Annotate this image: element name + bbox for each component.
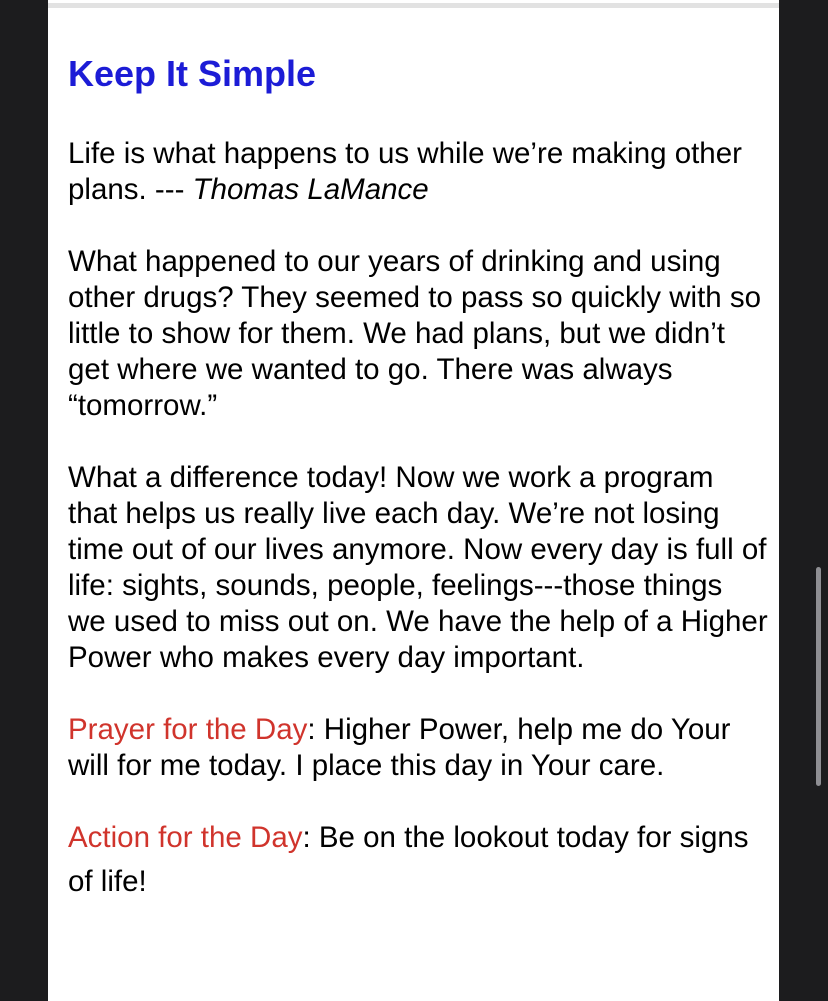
quote-author: Thomas LaMance [192, 173, 429, 206]
quote-text: Life is what happens to us while we’re making other plans [68, 137, 742, 206]
prayer-text: : Higher Power, help me do Your will for me today. I place this day in Your care. [68, 713, 731, 782]
opening-quote [68, 136, 768, 208]
action-text: : Be on the lookout today for signs of life! [68, 821, 749, 898]
prayer-for-the-day [68, 712, 768, 784]
body-paragraph-1: What happened to our years of drinking and using other drugs? They seemed to pass so quickly with so little to show for them. We had plans, but we didn’t get where we wanted to go. There was always “tomorrow.” [68, 245, 762, 422]
article-page [48, 0, 779, 1001]
quote-separator: . --- [138, 173, 193, 206]
top-divider [48, 3, 779, 8]
body-paragraph-2: What a difference today! Now we work a program that helps us really live each day. We’re not losing time out of our lives anymore. Now every day is full of life: sights, sounds, people, feelings---those things we used to miss out on. We have the help of a Higher Power who makes every day important. [68, 461, 768, 674]
action-for-the-day [68, 816, 768, 904]
prayer-label: Prayer for the Day [68, 713, 308, 746]
vertical-scrollbar[interactable] [816, 567, 821, 786]
action-label: Action for the Day [68, 821, 303, 854]
article-title: Keep It Simple [68, 53, 317, 94]
article-content [68, 50, 768, 940]
